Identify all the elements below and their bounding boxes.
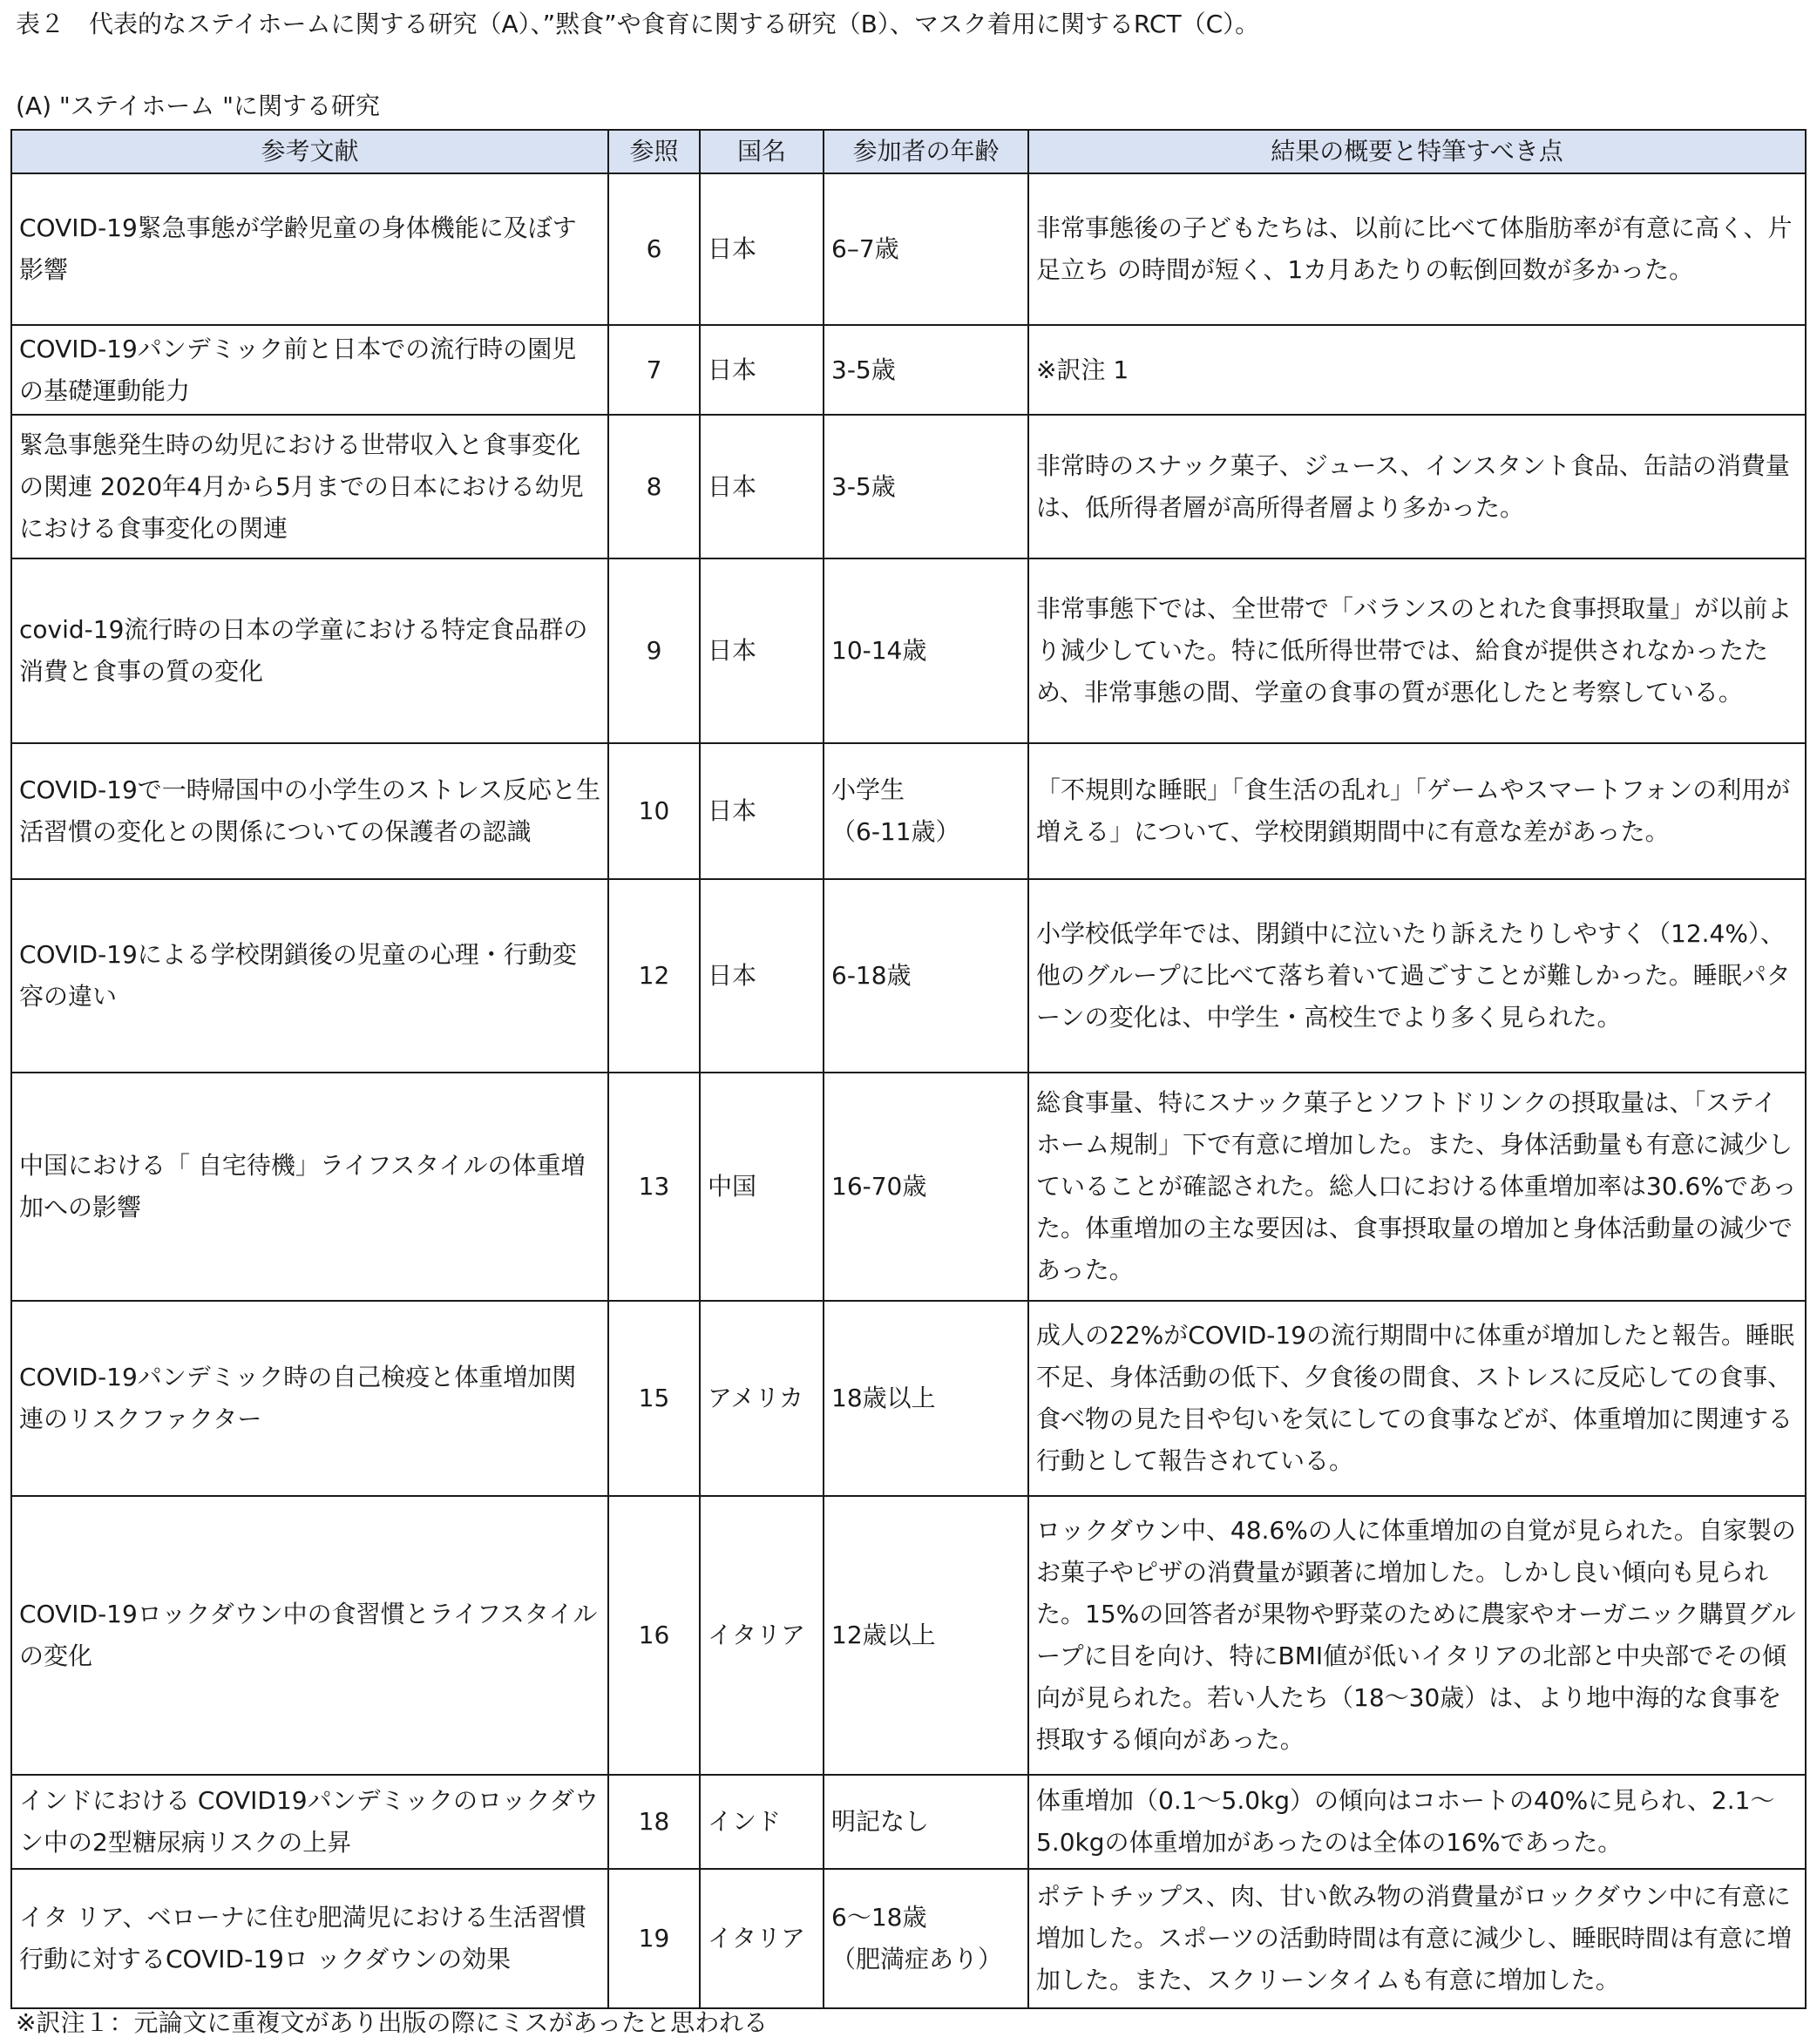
- studies-table: [10, 129, 1807, 2009]
- participant-age: 明記なし: [824, 1775, 1028, 1869]
- table-row: [11, 558, 1806, 743]
- result-summary: 成人の22%がCOVID-19の流行期間中に体重が増加したと報告。睡眠不足、身体活動の低下、夕食後の間食、ストレスに反応しての食事、食べ物の見た目や匂いを気にしての食事などが、体重増加に関連する行動として報告されている。: [1028, 1301, 1806, 1496]
- table-row: [11, 1073, 1806, 1301]
- result-summary: ロックダウン中、48.6%の人に体重増加の自覚が見られた。自家製のお菓子やピザの消費量が顕著に増加した。しかし良い傾向も見られた。15%の回答者が果物や野菜のために農家やオーガニック購買グループに目を向け、特にBMI値が低いイタリアの北部と中央部でその傾向が見られた。若い人たち（18〜30歳）は、より地中海的な食事を摂取する傾向があった。: [1028, 1496, 1806, 1775]
- study-title: COVID-19ロックダウン中の食習慣とライフスタイルの変化: [11, 1496, 608, 1775]
- study-title: COVID-19による学校閉鎖後の児童の心理・行動変容の違い: [11, 879, 608, 1073]
- result-summary: 体重増加（0.1〜5.0kg）の傾向はコホートの40%に見られ、2.1〜5.0kgの体重増加があったのは全体の16%であった。: [1028, 1775, 1806, 1869]
- ref-number: 13: [608, 1073, 700, 1301]
- table-row: [11, 325, 1806, 415]
- table-row: [11, 1301, 1806, 1496]
- participant-age: 18歳以上: [824, 1301, 1028, 1496]
- column-header-country: 国名: [700, 130, 824, 173]
- study-title: COVID-19で一時帰国中の小学生のストレス反応と生活習慣の変化との関係についての保護者の認識: [11, 743, 608, 879]
- table-caption: 表２ 代表的なステイホームに関する研究（A）、”黙食”や食育に関する研究（B）、マスク着用に関するRCT（C）。: [16, 10, 1260, 38]
- result-summary: ※訳注 1: [1028, 325, 1806, 415]
- study-title: インドにおける COVID19パンデミックのロックダウン中の2型糖尿病リスクの上昇: [11, 1775, 608, 1869]
- table-row: [11, 743, 1806, 879]
- result-summary: 非常事態後の子どもたちは、以前に比べて体脂肪率が有意に高く、片足立ち の時間が短く、1カ月あたりの転倒回数が多かった。: [1028, 173, 1806, 325]
- country: 日本: [700, 415, 824, 558]
- column-header-summary: 結果の概要と特筆すべき点: [1028, 130, 1806, 173]
- country: イタリア: [700, 1869, 824, 2008]
- country: アメリカ: [700, 1301, 824, 1496]
- table-row: [11, 1775, 1806, 1869]
- ref-number: 8: [608, 415, 700, 558]
- country: 中国: [700, 1073, 824, 1301]
- country: 日本: [700, 558, 824, 743]
- participant-age: 小学生 （6-11歳）: [824, 743, 1028, 879]
- country: 日本: [700, 173, 824, 325]
- ref-number: 16: [608, 1496, 700, 1775]
- column-header-age: 参加者の年齢: [824, 130, 1028, 173]
- participant-age: 16-70歳: [824, 1073, 1028, 1301]
- ref-number: 6: [608, 173, 700, 325]
- study-title: COVID-19パンデミック前と日本での流行時の園児の基礎運動能力: [11, 325, 608, 415]
- table-row: [11, 415, 1806, 558]
- study-title: COVID-19パンデミック時の自己検疫と体重増加関連のリスクファクター: [11, 1301, 608, 1496]
- country: 日本: [700, 325, 824, 415]
- participant-age: 12歳以上: [824, 1496, 1028, 1775]
- result-summary: 非常時のスナック菓子、ジュース、インスタント食品、缶詰の消費量は、低所得者層が高所得者層より多かった。: [1028, 415, 1806, 558]
- participant-age: 6-18歳: [824, 879, 1028, 1073]
- country: イタリア: [700, 1496, 824, 1775]
- ref-number: 15: [608, 1301, 700, 1496]
- participant-age: 3-5歳: [824, 325, 1028, 415]
- study-title: covid-19流行時の日本の学童における特定食品群の消費と食事の質の変化: [11, 558, 608, 743]
- table-row: [11, 1869, 1806, 2008]
- result-summary: 総食事量、特にスナック菓子とソフトドリンクの摂取量は、「ステイホーム規制」下で有意に増加した。また、身体活動量も有意に減少していることが確認された。総人口における体重増加率は30.6%であった。体重増加の主な要因は、食事摂取量の増加と身体活動量の減少であった。: [1028, 1073, 1806, 1301]
- section-heading: (A) "ステイホーム "に関する研究: [16, 91, 381, 120]
- country: インド: [700, 1775, 824, 1869]
- participant-age: 6〜18歳 （肥満症あり）: [824, 1869, 1028, 2008]
- country: 日本: [700, 743, 824, 879]
- ref-number: 9: [608, 558, 700, 743]
- ref-number: 7: [608, 325, 700, 415]
- ref-number: 19: [608, 1869, 700, 2008]
- ref-number: 10: [608, 743, 700, 879]
- table-row: [11, 879, 1806, 1073]
- ref-number: 18: [608, 1775, 700, 1869]
- study-title: 緊急事態発生時の幼児における世帯収入と食事変化の関連 2020年4月から5月までの日本における幼児における食事変化の関連: [11, 415, 608, 558]
- column-header-reference: 参考文献: [11, 130, 608, 173]
- table-header-row: [11, 130, 1806, 173]
- country: 日本: [700, 879, 824, 1073]
- table-row: [11, 1496, 1806, 1775]
- table-row: [11, 173, 1806, 325]
- result-summary: 小学校低学年では、閉鎖中に泣いたり訴えたりしやすく（12.4%）、他のグループに比べて落ち着いて過ごすことが難しかった。睡眠パターンの変化は、中学生・高校生でより多く見られた。: [1028, 879, 1806, 1073]
- result-summary: 「不規則な睡眠」「食生活の乱れ」「ゲームやスマートフォンの利用が増える」について、学校閉鎖期間中に有意な差があった。: [1028, 743, 1806, 879]
- participant-age: 6–7歳: [824, 173, 1028, 325]
- ref-number: 12: [608, 879, 700, 1073]
- result-summary: ポテトチップス、肉、甘い飲み物の消費量がロックダウン中に有意に増加した。スポーツの活動時間は有意に減少し、睡眠時間は有意に増加した。また、スクリーンタイムも有意に増加した。: [1028, 1869, 1806, 2008]
- result-summary: 非常事態下では、全世帯で「バランスのとれた食事摂取量」が以前より減少していた。特に低所得世帯では、給食が提供されなかったため、非常事態の間、学童の食事の質が悪化したと考察している。: [1028, 558, 1806, 743]
- study-title: COVID-19緊急事態が学齢児童の身体機能に及ぼす影響: [11, 173, 608, 325]
- study-title: 中国における「 自宅待機」ライフスタイルの体重増加への影響: [11, 1073, 608, 1301]
- participant-age: 10-14歳: [824, 558, 1028, 743]
- column-header-ref-number: 参照: [608, 130, 700, 173]
- study-title: イタ リア、ベローナに住む肥満児における生活習慣行動に対するCOVID-19ロ ックダウンの効果: [11, 1869, 608, 2008]
- participant-age: 3-5歳: [824, 415, 1028, 558]
- translator-footnote: ※訳注１：元論文に重複文があり出版の際にミスがあったと思われる: [16, 2008, 769, 2037]
